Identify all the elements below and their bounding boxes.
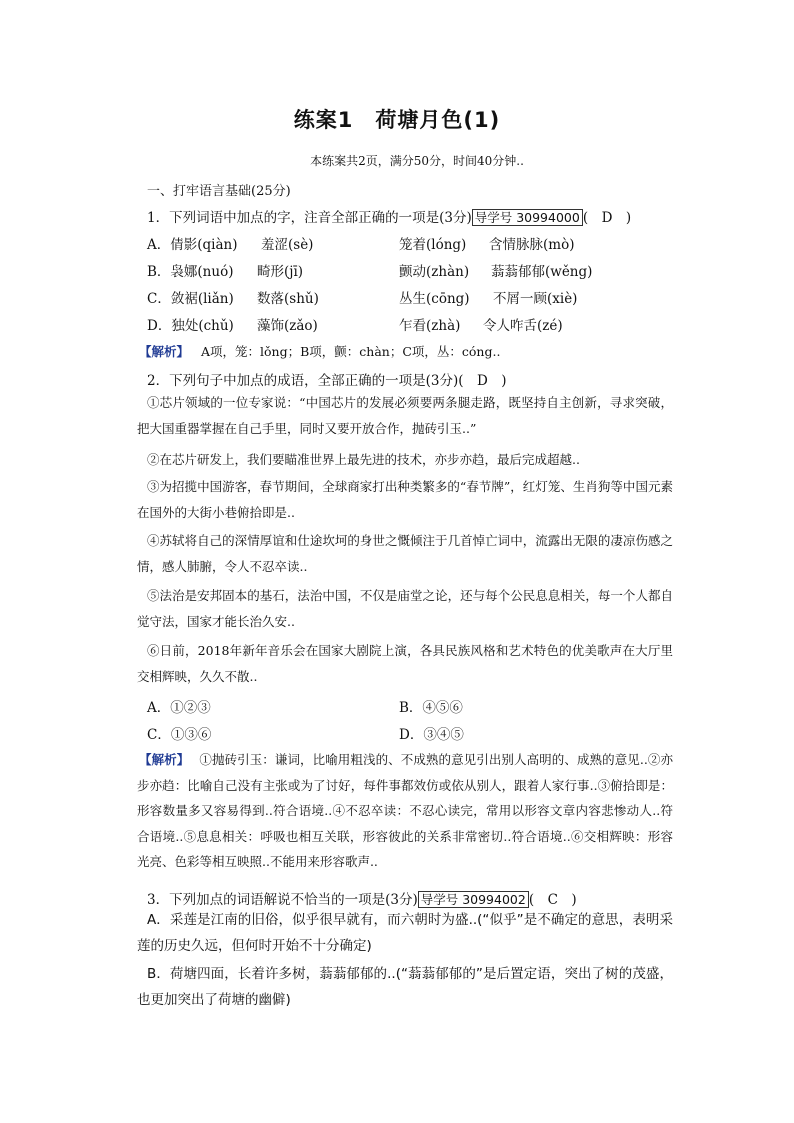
q2-explanation	[137, 747, 673, 875]
q1-option-d-4: 令人咋舌(zé)	[483, 318, 563, 334]
q1-option-a-4: 含情脉脉(mò)	[489, 237, 575, 253]
q2-option-c: C．①③⑥	[147, 727, 212, 743]
q1-option-d-3: 乍看(zhà)	[399, 318, 461, 334]
q1-option-a-1: A．倩影(qiàn)	[147, 237, 238, 253]
q1-option-b-2: 畸形(jī)	[257, 264, 304, 280]
q3-option-a: A．采莲是江南的旧俗，似乎很早就有，而六朝时为盛..(“似乎”是不确定的意思，表明采莲的历史久远，但何时开始不十分确定)	[137, 912, 673, 954]
question-1-text: 1．下列词语中加点的字，注音全部正确的一项是(3分)	[147, 210, 472, 226]
q2-sentence-5: ⑤法治是安邦固本的基石，法治中国，不仅是庙堂之论，还与每个公民息息相关，每一个人都自觉守法，国家才能长治久安..	[137, 588, 673, 629]
q2-sentence-2: ②在芯片研发上，我们要瞄准世界上最先进的技术，亦步亦趋，最后完成超越..	[147, 452, 580, 467]
q2-sentence-1: ①芯片领域的一位专家说：“中国芯片的发展必须要两条腿走路，既坚持自主创新，寻求突破，把大国重器掌握在自己手里，同时又要开放合作，抛砖引玉..”	[137, 395, 673, 436]
q1-option-d-2: 藻饰(zǎo)	[257, 318, 318, 334]
q1-explanation	[139, 342, 500, 360]
exercise-intro: 本练案共2页，满分50分，时间40分钟..	[310, 154, 524, 168]
q2-explanation-text: ①抛砖引玉：谦词，比喻用粗浅的、不成熟的意见引出别人高明的、成熟的意见..②亦步亦趋：比喻自己没有主张或为了讨好，每件事都效仿或依从别人，跟着人家行事..③俯拾即是：形容数量多又容易得到..符合语境..④不忍卒读：不忍心读完，常用以形容文章内容悲惨动人..符合语境..⑤息息相关：呼吸也相互关联，形容彼此的关系非常密切..符合语境..⑥交相辉映：形容光亮、色彩等相互映照..不能用来形容歌声..	[137, 752, 673, 869]
daoxue-id-1: 导学号 30994000	[472, 209, 583, 226]
q2-option-a: A．①②③	[147, 700, 211, 716]
q1-option-c-2: 数落(shǔ)	[257, 291, 319, 307]
q1-option-d-1: D．独处(chǔ)	[147, 318, 234, 334]
q3-option-b: B．荷塘四面，长着许多树，蓊蓊郁郁的..(“蓊蓊郁郁的”是后置定语，突出了树的茂盛，也更加突出了荷塘的幽僻)	[137, 966, 673, 1008]
question-3-stem	[147, 888, 577, 908]
question-1-stem	[147, 206, 631, 226]
question-1-answer: ( D )	[582, 210, 632, 226]
question-3-text: 3．下列加点的词语解说不恰当的一项是(3分)	[147, 892, 418, 908]
jiexi-tag-1: 【解析】	[139, 344, 190, 359]
page-title: 练案1 荷塘月色(1)	[293, 108, 501, 132]
q1-explanation-text: A项，笼：lǒng；B项，颤：chàn；C项，丛：cóng..	[201, 344, 501, 359]
q2-sentence-4: ④苏轼将自己的深情厚谊和仕途坎坷的身世之慨倾注于几首悼亡词中，流露出无限的凄凉伤感之情，感人肺腑，令人不忍卒读..	[137, 533, 673, 574]
q1-option-a-3: 笼着(lóng)	[399, 237, 467, 253]
q1-option-c-3: 丛生(cōng)	[399, 291, 470, 307]
question-2-text: 2．下列句子中加点的成语，全部正确的一项是(3分)	[147, 373, 459, 389]
q2-option-d: D．③④⑤	[399, 727, 464, 743]
q2-option-b: B．④⑤⑥	[399, 700, 463, 716]
question-2-stem	[147, 369, 507, 389]
question-2-answer: ( D )	[458, 373, 507, 389]
q1-option-a-2: 羞涩(sè)	[261, 237, 314, 253]
q2-sentence-6: ⑥日前，2018年新年音乐会在国家大剧院上演，各具民族风格和艺术特色的优美歌声在大厅里交相辉映，久久不散..	[137, 643, 673, 684]
q1-option-b-4: 蓊蓊郁郁(wěng)	[491, 264, 593, 280]
q1-option-b-1: B．袅娜(nuó)	[147, 264, 234, 280]
q1-option-c-4: 不屑一顾(xiè)	[493, 291, 578, 307]
section-heading: 一、打牢语言基础(25分)	[147, 184, 291, 199]
question-3-answer: ( C )	[528, 892, 577, 908]
q2-sentence-3: ③为招揽中国游客，春节期间，全球商家打出种类繁多的“春节牌”，红灯笼、生肖狗等中国元素在国外的大街小巷俯拾即是..	[137, 479, 673, 520]
jiexi-tag-2: 【解析】	[139, 752, 190, 767]
q1-option-c-1: C．敛裾(liǎn)	[147, 291, 234, 307]
daoxue-id-3: 导学号 30994002	[418, 891, 529, 908]
q1-option-b-3: 颤动(zhàn)	[399, 264, 470, 280]
